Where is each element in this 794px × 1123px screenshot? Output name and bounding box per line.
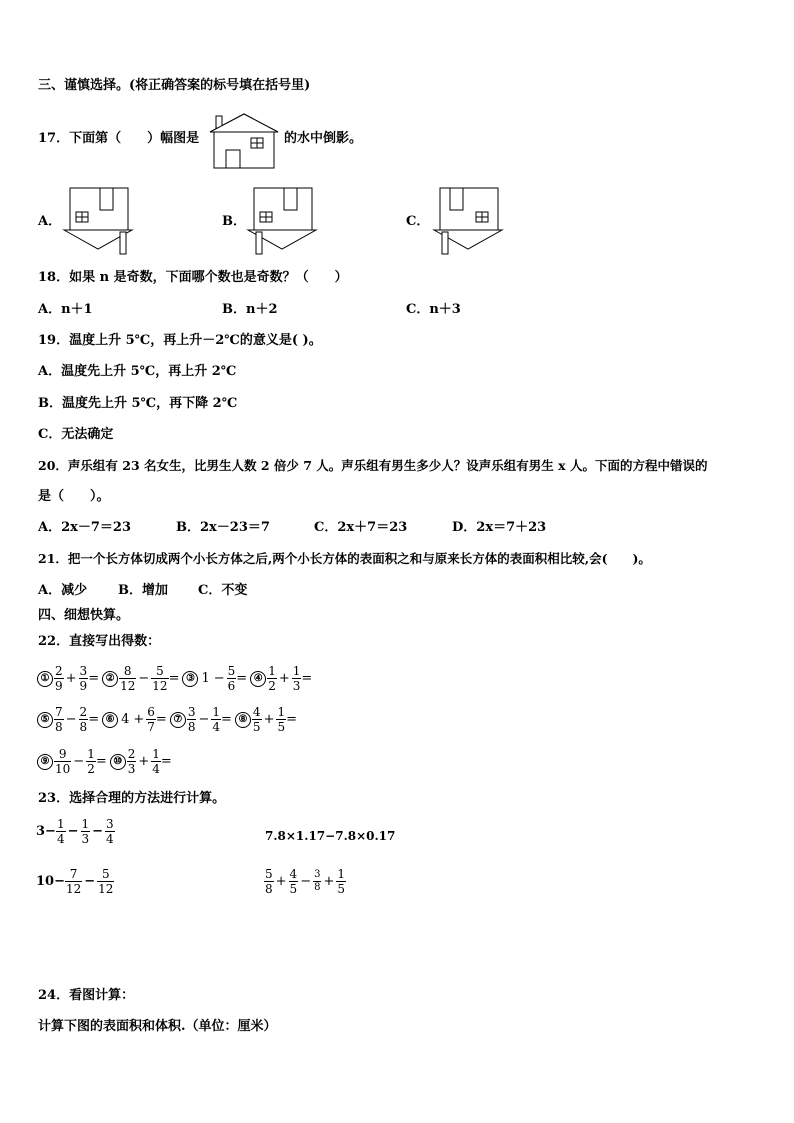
- q22-item-4-operator: +: [278, 671, 290, 686]
- e4-op-2: −: [300, 874, 312, 889]
- q22-item-9-number: ⑨: [37, 754, 53, 770]
- q22-item-8-fraction-a-denominator: 5: [252, 720, 261, 734]
- q22-item-4-equals: =: [301, 671, 313, 686]
- q18-option-b[interactable]: B．n＋2: [222, 302, 278, 317]
- q22-item-8-fraction-a-numerator: 4: [252, 705, 261, 719]
- q22-item-7-fraction-a-denominator: 8: [187, 720, 196, 734]
- q23-expression-1: [36, 817, 115, 846]
- q23-expression-3: [36, 867, 114, 896]
- house-icon: [208, 112, 280, 170]
- section3-title: 三、谨慎选择。(将正确答案的标号填在括号里): [38, 78, 311, 93]
- q22-item-10-fraction-b-denominator: 4: [152, 762, 160, 776]
- q22-item-9-equals: =: [95, 754, 107, 769]
- q22-item-7-fraction-a-numerator: 3: [187, 705, 196, 719]
- q22-item-3-fraction-b-denominator: 6: [227, 679, 236, 693]
- q22-item-2-fraction-a-numerator: 8: [119, 664, 136, 679]
- q21-option-b[interactable]: B．增加: [118, 583, 168, 598]
- q22-item-5-operator: −: [65, 712, 77, 727]
- q22-item-7-number: ⑦: [170, 712, 186, 728]
- q22-item-2-fraction-a: [119, 664, 136, 693]
- q22-item-8-fraction-b: [276, 705, 286, 734]
- option-c-house-reflection-icon[interactable]: [432, 186, 504, 256]
- q22-item-1-fraction-a: [54, 664, 64, 693]
- q22-stem: 22．直接写出得数：: [38, 634, 161, 649]
- e1-op-1: −: [67, 824, 79, 839]
- q22-item-8-fraction-a: [252, 705, 262, 734]
- q24-sub: 计算下图的表面积和体积.（单位：厘米）: [38, 1019, 277, 1034]
- q22-item-10-fraction-b-numerator: 1: [152, 747, 160, 761]
- q22-item-7-fraction-b-denominator: 4: [212, 720, 221, 734]
- q22-item-6-equals: =: [155, 712, 167, 727]
- q22-item-9-fraction-a-denominator: 10: [55, 762, 71, 776]
- q22-item-3-lead: 1: [201, 671, 210, 686]
- q23-stem: 23．选择合理的方法进行计算。: [38, 791, 226, 806]
- q22-item-7-equals: =: [221, 712, 232, 727]
- q22-item-2-number: ②: [102, 671, 118, 687]
- q22-item-4-fraction-b-numerator: 1: [292, 664, 301, 678]
- q19-option-b[interactable]: B．温度先上升 5℃，再下降 2℃: [38, 396, 238, 411]
- q22-item-5-fraction-b: [79, 705, 89, 734]
- q22-item-1-fraction-a-denominator: 9: [55, 679, 63, 693]
- q18-option-a[interactable]: A．n＋1: [38, 302, 93, 317]
- e4-frac-1: $\frac{5}{8}$: [265, 867, 273, 896]
- q22-item-3-number: ③: [182, 671, 198, 687]
- e1-op-2: −: [92, 824, 104, 839]
- q22-item-7-fraction-b-numerator: 1: [212, 705, 221, 719]
- q22-item-7-fraction-b: [211, 705, 221, 734]
- q22-item-8-fraction-b-numerator: 1: [277, 705, 286, 719]
- q21-stem: 21．把一个长方体切成两个小长方体之后,两个小长方体的表面积之和与原来长方体的表面积相比较,会( )。: [38, 551, 651, 566]
- q22-item-10-fraction-a-numerator: 2: [127, 747, 136, 761]
- q22-item-2-fraction-b-numerator: 5: [151, 664, 168, 679]
- q22-item-6-fraction-b-numerator: 6: [147, 705, 155, 719]
- q23-expression-4: [264, 867, 346, 896]
- q22-item-5-equals: =: [88, 712, 100, 727]
- q22-row-2: [36, 705, 299, 734]
- q22-item-5-fraction-a-numerator: 7: [55, 705, 63, 719]
- q22-item-10-fraction-b: [151, 747, 161, 776]
- q22-item-9-fraction-b: [86, 747, 96, 776]
- e3-frac-1: $\frac{7}{12}$: [65, 867, 82, 896]
- q22-item-7-operator: −: [198, 712, 210, 727]
- q22-item-1-fraction-b: [79, 664, 89, 693]
- e1-frac-2: $\frac{1}{3}$: [81, 817, 90, 846]
- q22-item-10-fraction-a-denominator: 3: [127, 762, 136, 776]
- q22-item-4-fraction-b-denominator: 3: [292, 679, 301, 693]
- q20-stem-line2: 是（ ）。: [38, 489, 110, 504]
- q18-option-c[interactable]: C．n＋3: [406, 302, 461, 317]
- q22-item-8-fraction-b-denominator: 5: [277, 720, 286, 734]
- q22-item-8-equals: =: [286, 712, 298, 727]
- e1-frac-3: $\frac{3}{4}$: [106, 817, 114, 846]
- q22-item-5-fraction-b-denominator: 8: [79, 720, 88, 734]
- q17-prefix: 17．下面第（ ）幅图是: [38, 131, 200, 146]
- q22-item-4-fraction-a: [267, 664, 277, 693]
- q22-item-9-fraction-b-numerator: 1: [87, 747, 95, 761]
- q19-stem: 19．温度上升 5℃，再上升－2℃的意义是( )。: [38, 333, 322, 348]
- q22-item-3-fraction-b: [227, 664, 237, 693]
- q19-option-c[interactable]: C．无法确定: [38, 427, 114, 442]
- q17-option-a-label: A．: [38, 214, 62, 229]
- q22-item-4-fraction-a-numerator: 1: [268, 664, 276, 678]
- q22-row-1: [36, 664, 314, 693]
- q22-item-5-number: ⑤: [37, 712, 53, 728]
- q17-option-c-label: C．: [406, 214, 430, 229]
- option-a-house-reflection-icon[interactable]: [62, 186, 134, 256]
- q20-option-c[interactable]: C．2x＋7＝23: [314, 520, 408, 535]
- q22-item-3-equals: =: [236, 671, 248, 686]
- q22-item-2-fraction-a-denominator: 12: [120, 679, 136, 693]
- q20-stem-line1: 20．声乐组有 23 名女生，比男生人数 2 倍少 7 人。声乐组有男生多少人？设声乐组有男生 x 人。下面的方程中错误的: [38, 458, 708, 473]
- option-b-house-reflection-icon[interactable]: [248, 186, 320, 256]
- q19-option-a[interactable]: A．温度先上升 5℃，再上升 2℃: [38, 364, 237, 379]
- q22-item-10-operator: +: [138, 754, 150, 769]
- q22-item-9-fraction-a: [54, 747, 71, 776]
- q22-item-2-fraction-b-denominator: 12: [152, 679, 168, 693]
- e4-frac-2: $\frac{4}{5}$: [289, 867, 298, 896]
- e3-op-1: −: [84, 874, 96, 889]
- q24-stem: 24．看图计算：: [38, 988, 135, 1003]
- q22-item-6-operator: +: [133, 712, 145, 727]
- q22-item-9-operator: −: [73, 754, 85, 769]
- q22-item-8-operator: +: [263, 712, 275, 727]
- q22-item-1-operator: +: [65, 671, 77, 686]
- q18-stem: 18．如果 n 是奇数，下面哪个数也是奇数？（ ）: [38, 270, 348, 285]
- q22-item-2-operator: −: [138, 671, 150, 686]
- q20-option-b[interactable]: B．2x－23＝7: [176, 520, 270, 535]
- section4-title: 四、细想快算。: [38, 608, 130, 623]
- e1-frac-1: $\frac{1}{4}$: [56, 817, 65, 846]
- e4-frac-4: $\frac{1}{5}$: [337, 867, 346, 896]
- q22-item-6-number: ⑥: [102, 712, 118, 728]
- q20-option-a[interactable]: A．2x－7＝23: [38, 520, 132, 535]
- e1-lead: 3−: [36, 824, 56, 839]
- q22-item-8-number: ⑧: [235, 712, 251, 728]
- q22-item-10-number: ⑩: [110, 754, 126, 770]
- q22-item-1-fraction-b-denominator: 9: [79, 679, 88, 693]
- q22-item-5-fraction-a: [54, 705, 64, 734]
- q20-option-d[interactable]: D．2x＝7＋23: [452, 520, 547, 535]
- q22-item-1-equals: =: [88, 671, 100, 686]
- q22-item-2-equals: =: [168, 671, 180, 686]
- q22-item-3-fraction-b-numerator: 5: [227, 664, 236, 678]
- q22-item-4-number: ④: [250, 671, 266, 687]
- q22-item-1-fraction-b-numerator: 3: [79, 664, 88, 678]
- e4-frac-3: $\frac{3}{8}$: [314, 869, 321, 893]
- q22-item-1-number: ①: [37, 671, 53, 687]
- e4-op-1: +: [275, 874, 287, 889]
- q22-item-5-fraction-b-numerator: 2: [79, 705, 88, 719]
- e4-op-3: +: [323, 874, 335, 889]
- q22-item-3-operator: −: [213, 671, 225, 686]
- q22-item-7-fraction-a: [187, 705, 197, 734]
- q22-item-1-fraction-a-numerator: 2: [55, 664, 63, 678]
- q22-row-3: [36, 747, 174, 776]
- e3-frac-2: $\frac{5}{12}$: [98, 867, 114, 896]
- q22-item-10-equals: =: [160, 754, 172, 769]
- q17-option-b-label: B．: [222, 214, 246, 229]
- q22-item-9-fraction-b-denominator: 2: [87, 762, 95, 776]
- q22-item-2-fraction-b: [151, 664, 168, 693]
- q21-option-a[interactable]: A．减少: [38, 583, 88, 598]
- q22-item-5-fraction-a-denominator: 8: [55, 720, 63, 734]
- q17-suffix: 的水中倒影。: [284, 131, 363, 146]
- q22-item-9-fraction-a-numerator: 9: [54, 747, 71, 762]
- q22-item-10-fraction-a: [127, 747, 137, 776]
- q22-item-6-lead: 4: [121, 712, 130, 727]
- e3-lead: 10−: [36, 874, 65, 889]
- q22-item-6-fraction-b-denominator: 7: [147, 720, 155, 734]
- q22-item-6-fraction-b: [146, 705, 156, 734]
- q22-item-4-fraction-b: [292, 664, 302, 693]
- q22-item-4-fraction-a-denominator: 2: [268, 679, 276, 693]
- q21-option-c[interactable]: C．不变: [198, 583, 248, 598]
- q23-expression-2: 7.8×1.17−7.8×0.17: [265, 829, 396, 843]
